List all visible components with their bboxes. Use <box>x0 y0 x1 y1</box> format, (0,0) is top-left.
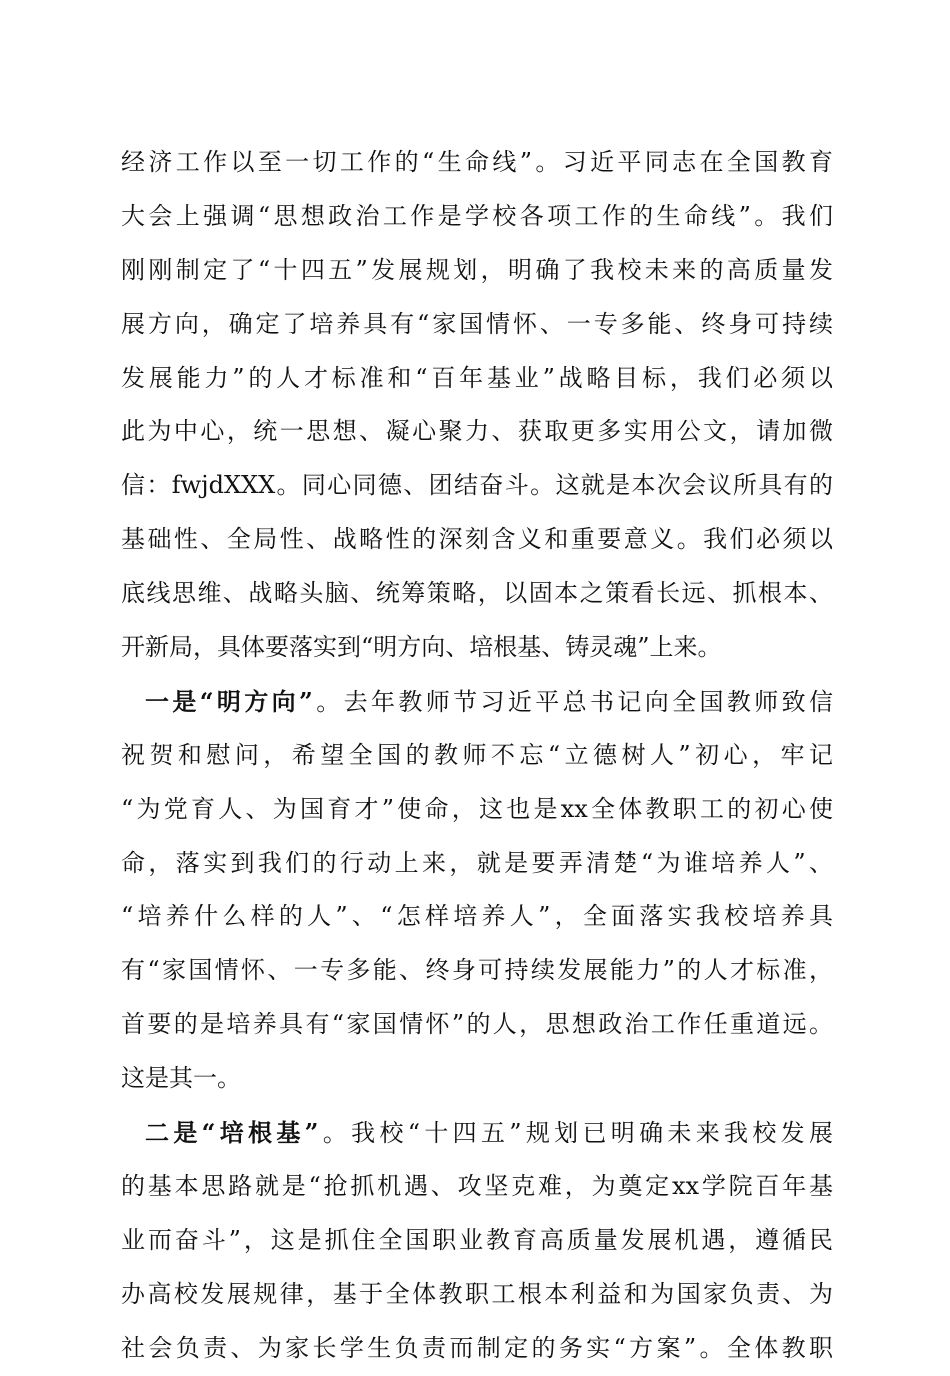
text-line: 经济工作以至一切工作的“生命线”。习近平同志在全国教育 <box>121 148 833 176</box>
text-line-first <box>121 675 833 729</box>
paragraph-direction <box>121 675 833 1106</box>
text-line: 大会上强调“思想政治工作是学校各项工作的生命线”。我们 <box>121 201 833 230</box>
text-line: 信：fwjdXXX。同心同德、团结奋斗。这就是本次会议所具有的 <box>121 471 833 500</box>
text-line: 有“家国情怀、一专多能、终身可持续发展能力”的人才标准， <box>121 956 833 985</box>
text-line: 办高校发展规律，基于全体教职工根本利益和为国家负责、为 <box>121 1279 833 1308</box>
text-line: 祝贺和慰问，希望全国的教师不忘“立德树人”初心，牢记 <box>121 740 833 769</box>
text-line: “培养什么样的人”、“怎样培养人”，全面落实我校培养具 <box>121 902 833 931</box>
paragraph-foundation <box>121 1106 833 1375</box>
text-line: 刚刚制定了“十四五”发展规划，明确了我校未来的高质量发 <box>121 255 833 284</box>
text-line: 展方向，确定了培养具有“家国情怀、一专多能、终身可持续 <box>121 309 833 338</box>
text-line: 命，落实到我们的行动上来，就是要弄清楚“为谁培养人”、 <box>121 848 833 877</box>
text-line: 此为中心，统一思想、凝心聚力、获取更多实用公文，请加微 <box>121 417 833 446</box>
text-line: 发展能力”的人才标准和“百年基业”战略目标，我们必须以 <box>121 363 833 392</box>
text-line: 这是其一。 <box>121 1064 241 1093</box>
document-body <box>121 136 833 1375</box>
paragraph-lead-direction: 一是“明方向” <box>145 686 313 716</box>
paragraph-lead-foundation: 二是“培根基” <box>145 1118 319 1148</box>
text-line: 社会负责、为家长学生负责而制定的务实“方案”。全体教职 <box>121 1333 833 1362</box>
text-line: 底线思维、战略头脑、统筹策略，以固本之策看长远、抓根本、 <box>121 579 833 608</box>
text-line: 基础性、全局性、战略性的深刻含义和重要意义。我们必须以 <box>121 525 833 554</box>
text-line: “为党育人、为国育才”使命，这也是xx全体教职工的初心使 <box>121 794 833 823</box>
text-line: 开新局，具体要落实到“明方向、培根基、铸灵魂”上来。 <box>121 633 722 662</box>
text-line-first <box>121 1106 833 1160</box>
paragraph-intro <box>121 136 833 675</box>
text-line: 业而奋斗”，这是抓住全国职业教育高质量发展机遇，遵循民 <box>121 1225 833 1254</box>
paragraph-first-line-rest: 。我校“十四五”规划已明确未来我校发展 <box>318 1119 833 1148</box>
text-line: 的基本思路就是“抢抓机遇、攻坚克难，为奠定xx学院百年基 <box>121 1171 833 1200</box>
text-line: 首要的是培养具有“家国情怀”的人，思想政治工作任重道远。 <box>121 1010 833 1039</box>
paragraph-first-line-rest: 。去年教师节习近平总书记向全国教师致信 <box>312 687 834 716</box>
